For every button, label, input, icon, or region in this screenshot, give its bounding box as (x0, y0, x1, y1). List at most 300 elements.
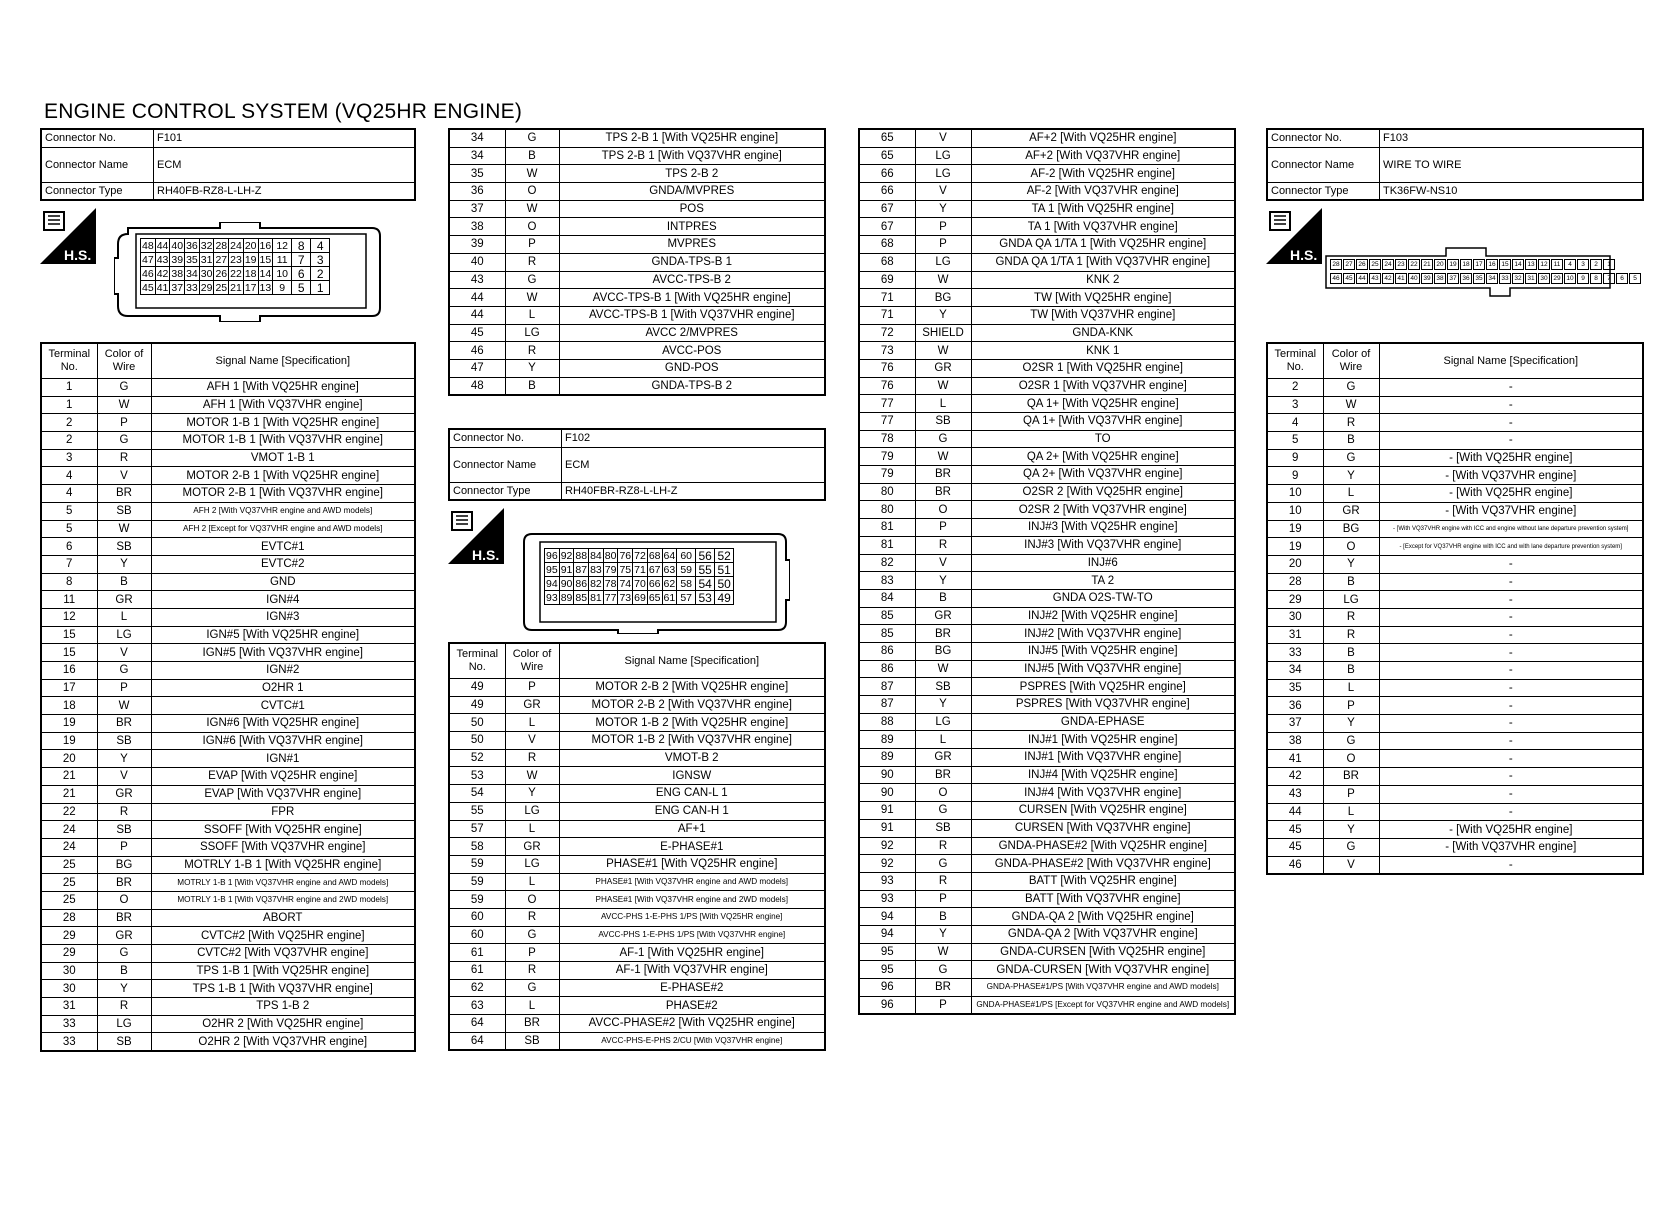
signal-cell: - [With VQ37VHR engine] (1379, 467, 1643, 485)
pin-cell: 25 (215, 281, 228, 294)
table-row (41, 785, 415, 803)
wire-color-cell: O (915, 784, 971, 802)
terminal-cell: 95 (859, 961, 915, 979)
wire-color-cell: L (505, 873, 559, 891)
wire-color-cell: Y (915, 925, 971, 943)
terminal-cell: 83 (859, 572, 915, 590)
table-row (41, 608, 415, 626)
signal-cell: TPS 1-B 2 (151, 998, 415, 1016)
pin-cell: 93 (546, 591, 558, 604)
wire-color-cell: SB (915, 678, 971, 696)
wire-color-cell: W (915, 271, 971, 289)
signal-cell: AF-1 [With VQ25HR engine] (559, 944, 825, 962)
signal-cell: - (1379, 396, 1643, 414)
table-row (449, 785, 825, 803)
wire-color-cell: W (97, 520, 151, 538)
wire-color-cell: GR (1323, 502, 1379, 520)
table-row (449, 306, 825, 324)
signal-cell: - [With VQ37VHR engine] (1379, 502, 1643, 520)
wire-color-cell: G (505, 271, 559, 289)
terminal-cell: 25 (41, 891, 97, 909)
terminal-cell: 35 (1267, 679, 1323, 697)
connector-no-value: F103 (1380, 129, 1644, 147)
wire-color-cell: W (97, 396, 151, 414)
wire-color-cell: R (915, 536, 971, 554)
terminal-cell: 62 (449, 979, 505, 997)
signal-cell: CVTC#1 (151, 697, 415, 715)
wire-color-cell: LG (505, 802, 559, 820)
terminal-cell: 45 (1267, 821, 1323, 839)
wire-color-cell: G (915, 802, 971, 820)
signal-cell: PHASE#1 [With VQ37VHR engine and AWD models] (559, 873, 825, 891)
pin-cell: 1 (311, 281, 330, 295)
table-row (41, 662, 415, 680)
wire-color-cell: P (1323, 785, 1379, 803)
table-row (449, 979, 825, 997)
signal-cell: TPS 1-B 1 [With VQ25HR engine] (151, 962, 415, 980)
terminal-cell: 50 (449, 714, 505, 732)
table-row (1267, 838, 1643, 856)
signal-cell: - (1379, 679, 1643, 697)
wire-color-cell: G (1323, 838, 1379, 856)
terminal-cell: 53 (449, 767, 505, 785)
terminal-cell: 80 (859, 501, 915, 519)
terminal-cell: 3 (1267, 396, 1323, 414)
pin-cell: 46 (1330, 273, 1342, 284)
terminal-cell: 16 (41, 662, 97, 680)
pin-cell: 71 (634, 563, 646, 576)
wire-color-cell: BG (1323, 520, 1379, 538)
pin-cell: 82 (590, 577, 602, 590)
table-row (41, 732, 415, 750)
pin-cell: 44 (1356, 273, 1368, 284)
wire-color-cell: B (1323, 432, 1379, 450)
wire-color-cell: L (1323, 803, 1379, 821)
signal-cell: TA 2 (971, 572, 1235, 590)
table-row (859, 129, 1235, 147)
pin-cell: 14 (259, 267, 272, 280)
terminal-cell: 47 (449, 359, 505, 377)
table-row (41, 520, 415, 538)
terminal-cell: 17 (41, 679, 97, 697)
table-row (41, 750, 415, 768)
table-row (1267, 414, 1643, 432)
pin-cell: 94 (546, 577, 558, 590)
terminal-cell: 61 (449, 962, 505, 980)
connector-type-value: RH40FBR-RZ8-L-LH-Z (562, 482, 826, 500)
table-row (859, 731, 1235, 749)
signal-cell: IGN#2 (151, 662, 415, 680)
pin-cell: 49 (715, 591, 734, 605)
table-row (859, 377, 1235, 395)
pin-cell: 36 (186, 239, 198, 252)
terminal-cell: 19 (41, 732, 97, 750)
terminal-cell: 90 (859, 766, 915, 784)
pin-cell: 23 (230, 253, 242, 266)
wire-color-cell: Y (97, 980, 151, 998)
wire-color-cell: V (97, 768, 151, 786)
terminal-cell: 89 (859, 749, 915, 767)
table-row (859, 589, 1235, 607)
pin-cell: 32 (1512, 273, 1524, 284)
pin-cell: 69 (634, 591, 646, 604)
signal-cell: - (1379, 644, 1643, 662)
wire-color-cell: Y (1323, 821, 1379, 839)
connector-no-value: F102 (562, 429, 826, 447)
table-row (449, 767, 825, 785)
wire-color-cell: V (97, 467, 151, 485)
terminal-cell: 44 (449, 306, 505, 324)
harness-side-icon (448, 508, 504, 564)
signal-header: Signal Name [Specification] (1379, 343, 1643, 379)
pin-cell: 15 (259, 253, 272, 266)
table-row (1267, 750, 1643, 768)
signal-cell: SSOFF [With VQ37VHR engine] (151, 838, 415, 856)
terminal-cell: 5 (1267, 432, 1323, 450)
signal-cell: - (1379, 573, 1643, 591)
pin-cell: 3 (1577, 259, 1589, 270)
pin-cell: 17 (244, 281, 257, 294)
pin-cell: 41 (1395, 273, 1407, 284)
terminal-cell: 11 (41, 591, 97, 609)
pin-cell: 35 (1473, 273, 1485, 284)
signal-cell: O2HR 1 (151, 679, 415, 697)
terminal-cell: 12 (41, 608, 97, 626)
terminal-cell: 1 (41, 379, 97, 397)
signal-cell: - [With VQ37VHR engine with ICC and engine without lane departure prevention system] (1379, 520, 1643, 538)
signal-cell: CVTC#2 [With VQ37VHR engine] (151, 945, 415, 963)
pin-cell: 77 (604, 591, 617, 604)
terminal-cell: 91 (859, 802, 915, 820)
wire-color-cell: BG (97, 856, 151, 874)
table-row (859, 979, 1235, 997)
pin-cell: 2 (311, 267, 330, 281)
terminal-cell: 90 (859, 784, 915, 802)
table-row (449, 944, 825, 962)
terminal-cell: 94 (859, 925, 915, 943)
signal-cell: INJ#6 (971, 554, 1235, 572)
pin-cell: 29 (1551, 273, 1563, 284)
pin-cell: 44 (156, 239, 169, 252)
wire-color-cell: BG (915, 642, 971, 660)
terminal-cell: 15 (41, 644, 97, 662)
wire-color-cell: R (1323, 414, 1379, 432)
pin-cell: 43 (156, 253, 169, 266)
table-row (41, 909, 415, 927)
terminal-cell: 71 (859, 306, 915, 324)
wire-color-cell: P (915, 890, 971, 908)
terminal-cell: 40 (449, 253, 505, 271)
pin-cell: 43 (1369, 273, 1381, 284)
terminal-cell: 4 (41, 485, 97, 503)
wire-color-cell: GR (505, 696, 559, 714)
table-row (41, 980, 415, 998)
signal-cell: AF-2 [With VQ25HR engine] (971, 165, 1235, 183)
table-row (859, 696, 1235, 714)
wire-color-cell: B (915, 908, 971, 926)
pin-cell: 30 (200, 267, 213, 280)
wire-color-cell: G (1323, 732, 1379, 750)
hs-label: H.S. (1290, 247, 1318, 263)
signal-cell: MOTOR 1-B 2 [With VQ37VHR engine] (559, 732, 825, 750)
table-row (449, 200, 825, 218)
signal-cell: GNDA-QA 2 [With VQ25HR engine] (971, 908, 1235, 926)
table-row (449, 342, 825, 360)
pin-cell: 28 (215, 239, 228, 252)
wire-color-cell: SB (97, 821, 151, 839)
f101-info-table (40, 128, 416, 201)
wire-color-cell: O (505, 218, 559, 236)
terminal-cell: 4 (41, 467, 97, 485)
wire-color-cell: V (1323, 856, 1379, 874)
table-row (1267, 538, 1643, 556)
table-row (859, 147, 1235, 165)
pin-cell: 41 (156, 281, 169, 294)
f102-continued-table (858, 128, 1236, 1015)
pin-cell: 40 (171, 239, 184, 252)
terminal-cell: 29 (41, 945, 97, 963)
f102-connector-diagram (448, 508, 826, 638)
wire-color-cell: GR (915, 359, 971, 377)
terminal-header: Terminal No. (1267, 343, 1323, 379)
terminal-cell: 6 (41, 538, 97, 556)
signal-cell: AF+1 (559, 820, 825, 838)
terminal-cell: 64 (449, 1032, 505, 1050)
wire-color-cell: B (97, 962, 151, 980)
wire-color-cell: L (505, 820, 559, 838)
table-row (859, 908, 1235, 926)
pin-cell: 31 (1525, 273, 1537, 284)
terminal-cell: 2 (41, 432, 97, 450)
table-row (1267, 626, 1643, 644)
wire-color-cell: W (505, 165, 559, 183)
table-row (859, 713, 1235, 731)
signal-cell: AF-1 [With VQ37VHR engine] (559, 962, 825, 980)
signal-cell: INJ#2 [With VQ37VHR engine] (971, 625, 1235, 643)
pin-cell: 55 (696, 563, 715, 577)
table-row (859, 642, 1235, 660)
table-row (859, 218, 1235, 236)
wire-color-cell: SB (97, 538, 151, 556)
pin-cell: 84 (590, 549, 602, 562)
signal-cell: BATT [With VQ25HR engine] (971, 872, 1235, 890)
table-row (449, 749, 825, 767)
signal-cell: IGN#1 (151, 750, 415, 768)
wire-color-cell: G (1323, 379, 1379, 397)
terminal-cell: 18 (41, 697, 97, 715)
signal-cell: - (1379, 768, 1643, 786)
pin-cell: 32 (200, 239, 213, 252)
pin-cell: 96 (546, 549, 558, 562)
wire-color-cell: O (97, 891, 151, 909)
signal-cell: PHASE#2 (559, 997, 825, 1015)
terminal-cell: 10 (1267, 485, 1323, 503)
wire-color-cell: B (97, 573, 151, 591)
signal-cell: - (1379, 732, 1643, 750)
pin-cell: 27 (1343, 259, 1355, 270)
pin-cell: 66 (648, 577, 661, 590)
terminal-cell: 96 (859, 979, 915, 997)
pin-cell: 18 (1460, 259, 1472, 270)
wire-color-cell: LG (505, 324, 559, 342)
pin-cell: 85 (575, 591, 588, 604)
pin-cell: 90 (560, 577, 573, 590)
signal-cell: TPS 2-B 2 (559, 165, 825, 183)
terminal-cell: 55 (449, 802, 505, 820)
table-row (1267, 803, 1643, 821)
signal-cell: MOTRLY 1-B 1 [With VQ25HR engine] (151, 856, 415, 874)
table-row (449, 802, 825, 820)
wire-color-cell: P (915, 236, 971, 254)
pin-cell: 9 (1577, 273, 1589, 284)
table-row (449, 253, 825, 271)
terminal-cell: 30 (41, 980, 97, 998)
terminal-cell: 4 (1267, 414, 1323, 432)
signal-cell: POS (559, 200, 825, 218)
pin-cell: 91 (560, 563, 573, 576)
pin-cell: 30 (1538, 273, 1550, 284)
signal-cell: IGN#6 [With VQ25HR engine] (151, 715, 415, 733)
terminal-cell: 24 (41, 821, 97, 839)
connector-type-label: Connector Type (1267, 182, 1380, 200)
wire-color-cell: W (505, 289, 559, 307)
signal-cell: GND-POS (559, 359, 825, 377)
terminal-cell: 45 (449, 324, 505, 342)
pin-cell: 24 (1382, 259, 1394, 270)
connector-type-value: RH40FB-RZ8-L-LH-Z (154, 182, 416, 200)
table-row (41, 697, 415, 715)
connector-no-label: Connector No. (449, 429, 562, 447)
wire-color-cell: B (1323, 573, 1379, 591)
signal-cell: GNDA QA 1/TA 1 [With VQ25HR engine] (971, 236, 1235, 254)
wire-color-cell: SB (915, 413, 971, 431)
wire-color-cell: G (505, 926, 559, 944)
signal-cell: MOTOR 1-B 2 [With VQ25HR engine] (559, 714, 825, 732)
terminal-cell: 44 (1267, 803, 1323, 821)
signal-cell: - [Except for VQ37VHR engine with ICC and with lane departure prevention system] (1379, 538, 1643, 556)
terminal-cell: 2 (1267, 379, 1323, 397)
wire-color-cell: G (915, 961, 971, 979)
table-row (1267, 608, 1643, 626)
terminal-cell: 80 (859, 483, 915, 501)
pin-cell: 59 (677, 563, 696, 577)
pin-cell: 11 (273, 253, 292, 267)
pin-cell: 45 (1343, 273, 1355, 284)
table-row (41, 449, 415, 467)
wire-color-cell: R (915, 837, 971, 855)
table-row (859, 165, 1235, 183)
table-row (41, 626, 415, 644)
signal-cell: INJ#1 [With VQ25HR engine] (971, 731, 1235, 749)
pin-cell: 51 (715, 563, 734, 577)
terminal-cell: 59 (449, 873, 505, 891)
wire-color-cell: GR (915, 749, 971, 767)
table-row (449, 165, 825, 183)
wire-color-cell: L (97, 608, 151, 626)
terminal-cell: 87 (859, 678, 915, 696)
signal-cell: CURSEN [With VQ37VHR engine] (971, 819, 1235, 837)
wire-color-cell: SB (97, 732, 151, 750)
wire-color-cell: B (915, 589, 971, 607)
f103-connector-diagram (1266, 208, 1644, 304)
wire-color-cell: SB (505, 1032, 559, 1050)
wire-color-cell: R (915, 872, 971, 890)
terminal-cell: 65 (859, 147, 915, 165)
terminal-cell: 67 (859, 218, 915, 236)
pin-cell: 73 (619, 591, 632, 604)
terminal-cell: 49 (449, 679, 505, 697)
signal-cell: - (1379, 856, 1643, 874)
terminal-cell: 33 (41, 1033, 97, 1051)
terminal-cell: 79 (859, 448, 915, 466)
pin-cell: 56 (696, 549, 715, 563)
wire-color-cell: LG (1323, 591, 1379, 609)
terminal-cell: 94 (859, 908, 915, 926)
connector-type-value: TK36FW-NS10 (1380, 182, 1644, 200)
terminal-header: Terminal No. (41, 343, 97, 379)
pin-cell: 48 (142, 239, 154, 252)
signal-cell: INJ#3 [With VQ25HR engine] (971, 519, 1235, 537)
connector-name-value: ECM (154, 147, 416, 182)
table-row (1267, 679, 1643, 697)
f103-pin-row-bottom (1330, 273, 1641, 284)
signal-cell: INTPRES (559, 218, 825, 236)
signal-cell: TPS 1-B 1 [With VQ37VHR engine] (151, 980, 415, 998)
signal-cell: - (1379, 803, 1643, 821)
signal-cell: INJ#4 [With VQ25HR engine] (971, 766, 1235, 784)
table-row (41, 432, 415, 450)
signal-cell: ENG CAN-H 1 (559, 802, 825, 820)
table-row (1267, 449, 1643, 467)
pin-cell: 50 (715, 577, 734, 591)
wire-color-cell: SB (97, 1033, 151, 1051)
wire-color-cell: V (915, 129, 971, 147)
pin-cell: 57 (677, 591, 696, 605)
signal-cell: AVCC-PHS 1-E-PHS 1/PS [With VQ37VHR engine] (559, 926, 825, 944)
pin-cell: 58 (677, 577, 696, 591)
table-row (449, 377, 825, 395)
signal-cell: IGN#6 [With VQ37VHR engine] (151, 732, 415, 750)
table-row (859, 943, 1235, 961)
terminal-cell: 60 (449, 908, 505, 926)
wire-color-cell: O (915, 501, 971, 519)
signal-cell: AFH 2 [With VQ37VHR engine and AWD models] (151, 502, 415, 520)
wire-color-cell: GR (915, 607, 971, 625)
wire-color-cell: O (505, 183, 559, 201)
terminal-cell: 19 (1267, 520, 1323, 538)
table-row (449, 183, 825, 201)
pin-cell: 15 (1499, 259, 1511, 270)
wire-color-cell: G (505, 129, 559, 147)
wire-color-cell: GR (505, 838, 559, 856)
wire-color-cell: GR (97, 591, 151, 609)
table-row (41, 768, 415, 786)
terminal-cell: 92 (859, 855, 915, 873)
signal-cell: IGN#4 (151, 591, 415, 609)
wire-color-cell: BR (915, 625, 971, 643)
wire-color-cell: B (505, 377, 559, 395)
signal-cell: SSOFF [With VQ25HR engine] (151, 821, 415, 839)
table-row (41, 467, 415, 485)
table-row (859, 855, 1235, 873)
terminal-cell: 31 (41, 998, 97, 1016)
wire-color-cell: LG (505, 855, 559, 873)
signal-cell: GNDA-CURSEN [With VQ37VHR engine] (971, 961, 1235, 979)
table-row (859, 766, 1235, 784)
pin-cell: 39 (171, 253, 184, 266)
table-row (859, 466, 1235, 484)
wire-color-cell: R (97, 998, 151, 1016)
